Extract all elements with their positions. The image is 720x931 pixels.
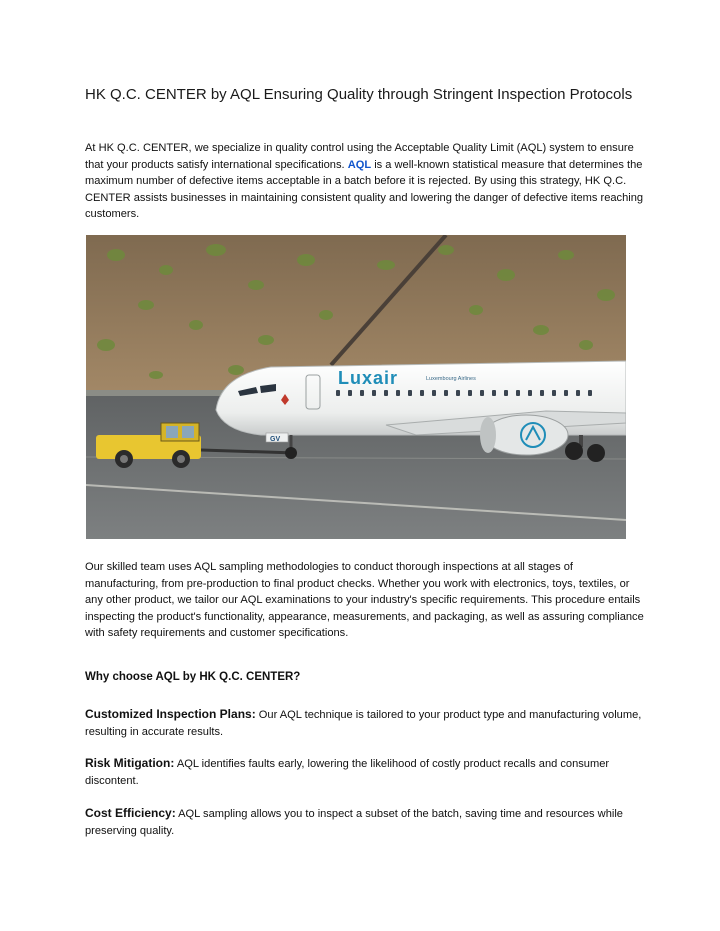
benefit-item <box>85 706 645 740</box>
airplane-photo <box>86 235 626 539</box>
intro-text-end: is a well-known statistical measure that determines the maximum number of defective items acceptable in a batch before it is rejected. By using this strategy, HK Q.C. CENTER assists businesses in maintaining consistent quality and lowering the danger of defective items reaching customers. <box>85 158 644 221</box>
benefit-text: AQL sampling allows you to inspect a subset of the batch, saving time and resources while preserving quality. <box>85 808 623 837</box>
aql-link[interactable]: AQL <box>347 158 372 171</box>
benefit-title: Risk Mitigation: <box>85 756 175 770</box>
benefit-title: Customized Inspection Plans: <box>85 707 256 721</box>
benefit-text: Our AQL technique is tailored to your product type and manufacturing volume, resulting in accurate results. <box>85 709 642 738</box>
section-title: Why choose AQL by HK Q.C. CENTER? <box>85 671 301 683</box>
benefit-text: AQL identifies faults early, lowering the likelihood of costly product recalls and consumer discontent. <box>85 758 610 787</box>
benefit-title: Cost Efficiency: <box>85 806 176 820</box>
airline-brand: Luxair <box>338 368 399 388</box>
airline-subtitle: Luxembourg Airlines <box>426 376 476 382</box>
intro-text-start: At HK Q.C. CENTER, we specialize in quality control using the Acceptable Quality Limit (AQL) system to ensure that your products satisfy international specifications. <box>85 142 634 171</box>
registration-label: GV <box>270 436 281 443</box>
methodology-paragraph: Our skilled team uses AQL sampling methodologies to conduct thorough inspections at all stages of manufacturing, from pre-production to final product checks. Whether you work with electronics, toys, textiles, or any other product, we tailor our AQL examinations to your industry's specific requirements. This procedure entails inspecting the product's functionality, appearance, measurements, and packaging, as well as assuring compliance with safety requirements and customer specifications. <box>85 561 644 640</box>
benefit-item <box>85 805 645 839</box>
page-title: HK Q.C. CENTER by AQL Ensuring Quality through Stringent Inspection Protocols <box>85 86 633 103</box>
benefit-item <box>85 755 645 789</box>
intro-paragraph <box>85 140 645 223</box>
